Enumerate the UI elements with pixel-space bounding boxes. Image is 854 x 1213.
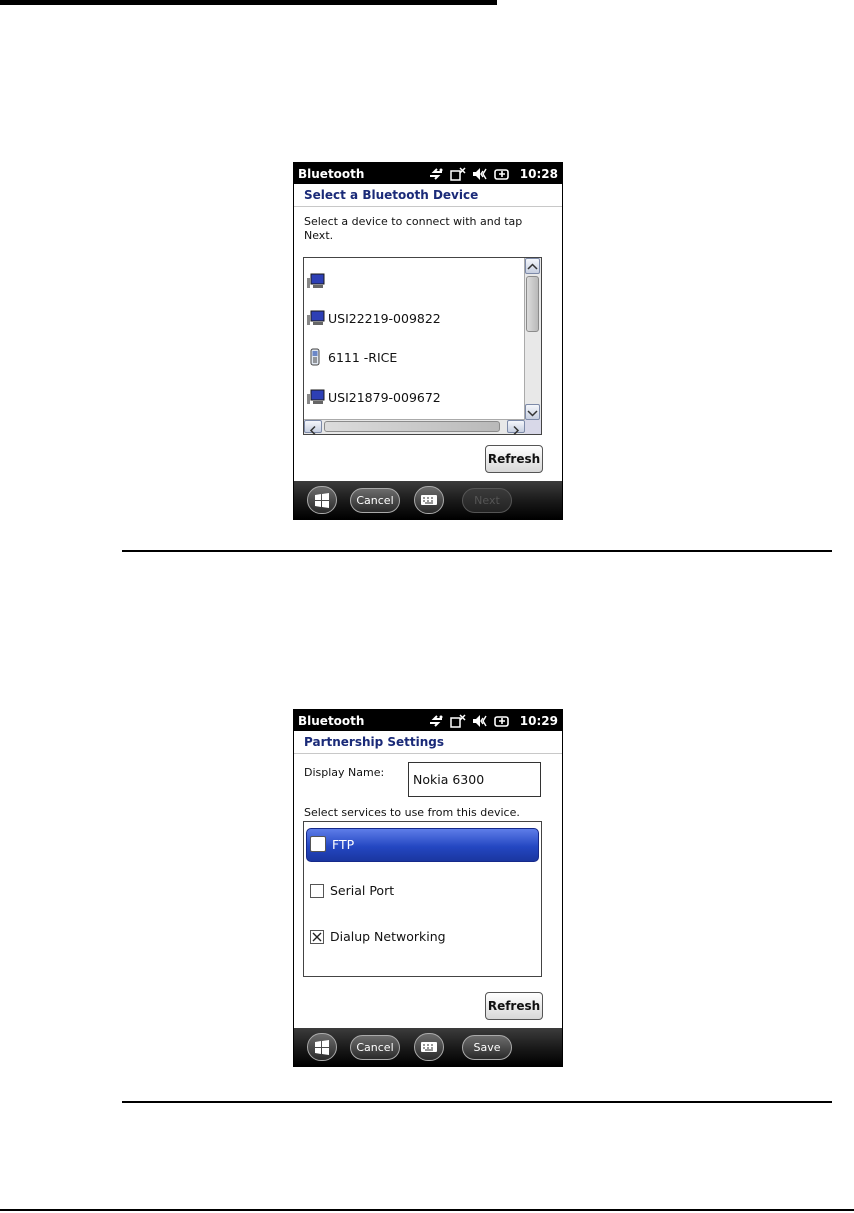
phone-icon	[306, 348, 326, 366]
display-name-field[interactable]: Nokia 6300	[408, 762, 541, 797]
keyboard-button[interactable]	[414, 486, 444, 514]
chevron-up-icon	[526, 260, 539, 274]
chevron-down-icon	[526, 406, 539, 420]
cancel-button[interactable]: Cancel	[350, 488, 400, 513]
start-button[interactable]	[307, 486, 337, 514]
soft-key-bar	[294, 481, 562, 519]
status-bar	[294, 163, 562, 184]
app-title: Bluetooth	[298, 713, 365, 728]
scroll-thumb[interactable]	[324, 421, 500, 432]
scroll-up-button[interactable]	[525, 258, 540, 274]
device-name: USI21879-009672	[328, 389, 441, 405]
keyboard-icon	[420, 1040, 438, 1054]
windows-logo-icon	[313, 1038, 331, 1056]
scroll-right-button[interactable]	[507, 420, 525, 433]
services-instruction: Select services to use from this device.	[304, 806, 520, 819]
scroll-corner	[525, 420, 541, 434]
service-label: Dialup Networking	[330, 929, 446, 944]
header-rule	[0, 0, 497, 5]
scroll-left-button[interactable]	[304, 420, 322, 433]
services-list[interactable]	[303, 821, 542, 977]
select-device-screen	[293, 162, 563, 520]
windows-logo-icon	[313, 491, 331, 509]
partnership-settings-screen	[293, 709, 563, 1067]
device-name: 6111 -RICE	[328, 349, 398, 365]
chevron-left-icon	[305, 425, 321, 436]
scroll-down-button[interactable]	[525, 404, 540, 420]
speaker-icon[interactable]	[472, 167, 488, 181]
refresh-button[interactable]: Refresh	[485, 445, 543, 473]
computer-icon	[306, 388, 326, 406]
page-title: Select a Bluetooth Device	[294, 184, 562, 207]
footer-rule	[0, 1209, 854, 1211]
signal-icon[interactable]	[450, 714, 466, 728]
checkbox[interactable]	[310, 836, 326, 852]
checkbox[interactable]	[310, 884, 324, 898]
signal-icon[interactable]	[450, 167, 466, 181]
page-title: Partnership Settings	[294, 731, 562, 754]
service-label: FTP	[332, 836, 355, 852]
cancel-button[interactable]: Cancel	[350, 1035, 400, 1060]
service-item-serial-port[interactable]	[310, 883, 394, 898]
battery-icon[interactable]	[494, 167, 510, 181]
connectivity-icon[interactable]	[428, 167, 444, 181]
computer-icon	[306, 272, 326, 290]
list-item[interactable]	[306, 272, 328, 290]
next-button[interactable]: Next	[462, 488, 512, 513]
clock[interactable]: 10:29	[519, 713, 558, 728]
service-item-ftp[interactable]	[310, 836, 354, 852]
battery-icon[interactable]	[494, 714, 510, 728]
start-button[interactable]	[307, 1033, 337, 1061]
connectivity-icon[interactable]	[428, 714, 444, 728]
soft-key-bar	[294, 1028, 562, 1066]
list-item[interactable]	[306, 309, 441, 327]
keyboard-icon	[420, 493, 438, 507]
check-mark-icon	[312, 932, 322, 942]
save-button[interactable]: Save	[462, 1035, 512, 1060]
computer-icon	[306, 309, 326, 327]
status-bar	[294, 710, 562, 731]
separator-rule	[122, 550, 832, 552]
horizontal-scrollbar[interactable]	[304, 419, 525, 434]
instruction-text: Select a device to connect with and tap Next.	[304, 215, 523, 242]
checkbox-checked[interactable]	[310, 930, 324, 944]
scroll-thumb[interactable]	[526, 276, 539, 332]
vertical-scrollbar[interactable]	[524, 258, 541, 420]
app-title: Bluetooth	[298, 166, 365, 181]
clock[interactable]: 10:28	[519, 166, 558, 181]
separator-rule	[122, 1101, 832, 1103]
refresh-button[interactable]: Refresh	[485, 992, 543, 1020]
device-list[interactable]	[303, 257, 542, 435]
list-item[interactable]	[306, 348, 397, 366]
keyboard-button[interactable]	[414, 1033, 444, 1061]
service-item-dialup-networking[interactable]	[310, 929, 446, 944]
chevron-right-icon	[508, 425, 524, 436]
display-name-label: Display Name:	[304, 766, 385, 779]
service-label: Serial Port	[330, 883, 395, 898]
device-name: USI22219-009822	[328, 310, 441, 326]
speaker-icon[interactable]	[472, 714, 488, 728]
list-item[interactable]	[306, 388, 441, 406]
